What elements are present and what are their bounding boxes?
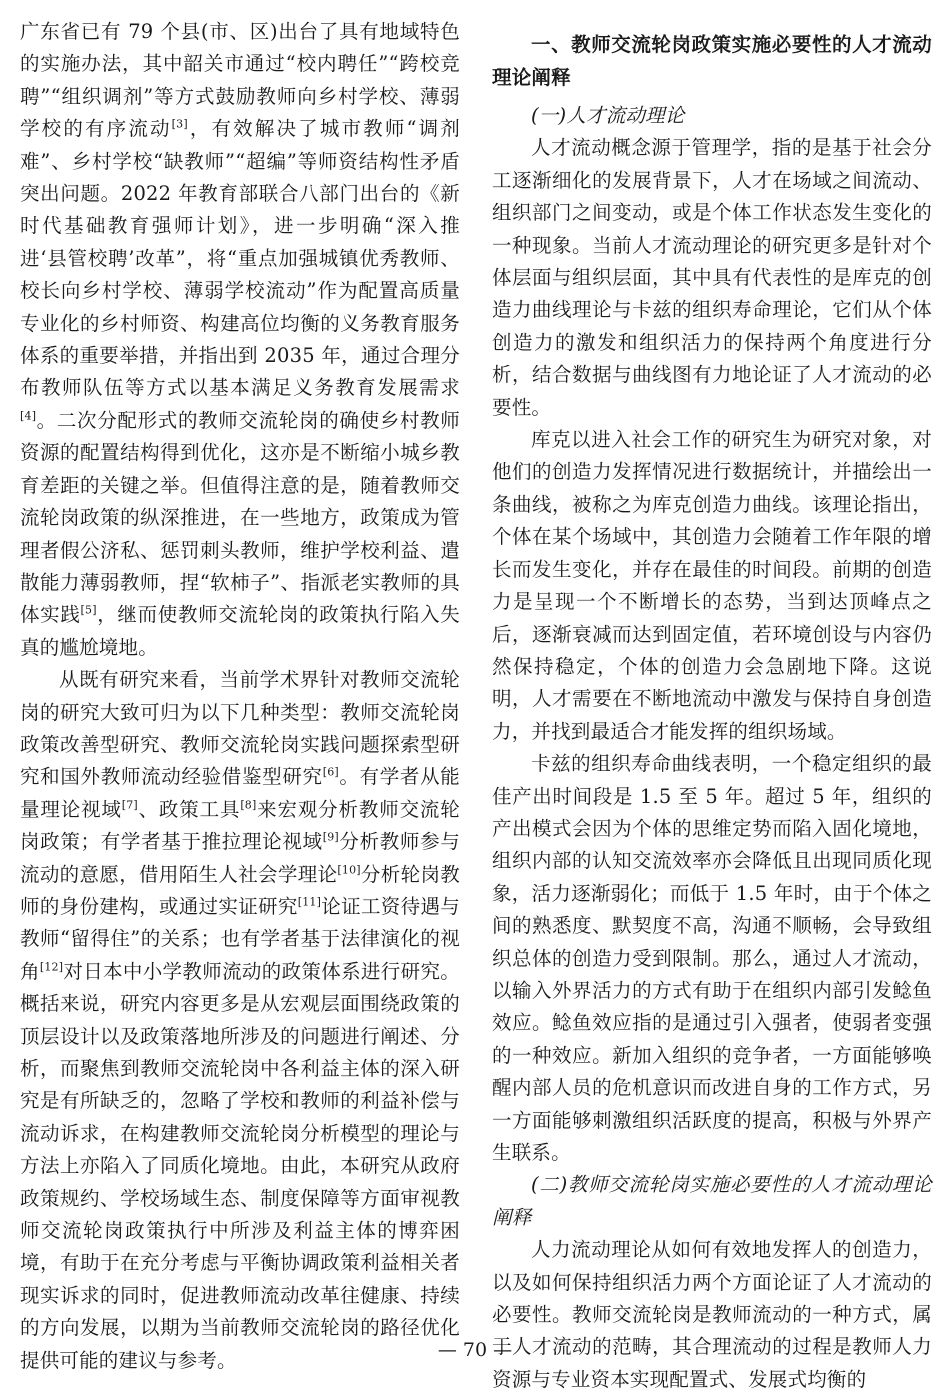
citation-ref: [4] <box>20 409 37 423</box>
citation-ref: [9] <box>322 830 339 844</box>
body-paragraph: 人才流动概念源于管理学，指的是基于社会分工逐渐细化的发展背景下，人才在场域之间流动、组织部门之间变动，或是个体工作状态发生变化的一种现象。当前人才流动理论的研究更多是针对个体层面与组织层面，其中具有代表性的是库克的创造力曲线理论与卡兹的组织寿命理论，它们从个体创造力的激发和组织活力的保持两个角度进行分析，结合数据与曲线图有力地论证了人才流动的必要性。 <box>492 136 932 419</box>
left-column <box>20 16 460 1377</box>
citation-ref: [7] <box>121 798 138 812</box>
body-paragraph: 人力流动理论从如何有效地发挥人的创造力，以及如何保持组织活力两个方面论证了人才流动的必要性。教师交流轮岗是教师流动的一种方式，属于人才流动的范畴，其合理流动的过程是教师人力资源与专业资本实现配置式、发展式均衡的 <box>492 1238 932 1391</box>
body-paragraph: 库克以进入社会工作的研究生为研究对象，对他们的创造力发挥情况进行数据统计，并描绘出一条曲线，被称之为库克创造力曲线。该理论指出，个体在某个场域中，其创造力会随着工作年限的增长而发生变化，并存在最佳的时间段。前期的创造力是呈现一个不断增长的态势，当到达顶峰点之后，逐渐衰减而达到固定值，若环境创设与内容仍然保持稳定，个体的创造力会急剧地下降。这说明，人才需要在不断地流动中激发与保持自身创造力，并找到最适合才能发挥的组织场域。 <box>492 428 932 743</box>
subsection-heading: (二)教师交流轮岗实施必要性的人才流动理论阐释 <box>492 1173 932 1229</box>
body-paragraph: 从既有研究来看，当前学术界针对教师交流轮岗的研究大致可归为以下几种类型：教师交流轮岗政策改善型研究、教师交流轮岗实践问题探索型研究和国外教师流动经验借鉴型研究[6]。有学者从能量理论视域[7]、政策工具[8]来宏观分析教师交流轮岗政策；有学者基于推拉理论视域[9]分析教师参与流动的意愿，借用陌生人社会学理论[10]分析轮岗教师的身份建构，或通过实证研究[11]论证工资待遇与教师“留得住”的关系；也有学者基于法律演化的视角[12]对日本中小学教师流动的政策体系进行研究。概括来说，研究内容更多是从宏观层面围绕政策的顶层设计以及政策落地所涉及的问题进行阐述、分析，而聚焦到教师交流轮岗中各利益主体的深入研究是有所缺乏的，忽略了学校和教师的利益补偿与流动诉求，在构建教师交流轮岗分析模型的理论与方法上亦陷入了同质化境地。由此，本研究从政府政策规约、学校场域生态、制度保障等方面审视教师交流轮岗政策执行中所涉及利益主体的博弈困境，有助于在充分考虑与平衡协调政策利益相关者现实诉求的同时，促进教师流动改革往健康、持续的方向发展，以期为当前教师交流轮岗的路径优化提供可能的建议与参考。 <box>20 668 460 1372</box>
subsection-heading: (一)人才流动理论 <box>531 104 685 127</box>
citation-ref: [11] <box>297 895 322 909</box>
citation-ref: [3] <box>171 117 188 131</box>
citation-ref: [5] <box>80 603 97 617</box>
page-number: — 70 — <box>437 1339 513 1361</box>
citation-ref: [10] <box>337 863 361 877</box>
body-paragraph: 广东省已有 79 个县(市、区)出台了具有地域特色的实施办法，其中韶关市通过“校内聘任”“跨校竞聘”“组织调剂”等方式鼓励教师向乡村学校、薄弱学校的有序流动[3]，有效解决了城市教师“调剂难”、乡村学校“缺教师”“超编”等师资结构性矛盾突出问题。2022 年教育部联合八部门出台的《新时代基础教育强师计划》，进一步明确“深入推进‘县管校聘’改革”，将“重点加强城镇优秀教师、校长向乡村学校、薄弱学校流动”作为配置高质量专业化的乡村师资、构建高位均衡的义务教育服务体系的重要举措，并指出到 2035 年，通过合理分布教师队伍等方式以基本满足义务教育发展需求[4]。二次分配形式的教师交流轮岗的确使乡村教师资源的配置结构得到优化，这亦是不断缩小城乡教育差距的关键之举。但值得注意的是，随着教师交流轮岗政策的纵深推进，在一些地方，政策成为管理者假公济私、惩罚刺头教师，维护学校利益、遣散能力薄弱教师，捏“软柿子”、指派老实教师的具体实践[5]，继而使教师交流轮岗的政策执行陷入失真的尴尬境地。 <box>20 20 460 659</box>
citation-ref: [6] <box>322 765 339 779</box>
citation-ref: [8] <box>240 798 257 812</box>
section-heading: 一、教师交流轮岗政策实施必要性的人才流动理论阐释 <box>492 33 932 89</box>
citation-ref: [12] <box>39 960 64 974</box>
right-column <box>492 16 932 1396</box>
body-paragraph: 卡兹的组织寿命曲线表明，一个稳定组织的最佳产出时间段是 1.5 至 5 年。超过 5 年，组织的产出模式会因为个体的思维定势而陷入固化境地，组织内部的认知交流效率亦会降低且出现同质化现象，活力逐渐弱化；而低于 1.5 年时，由于个体之间的熟悉度、默契度不高，沟通不顺畅，会导致组织总体的创造力受到限制。那么，通过人才流动，以输入外界活力的方式有助于在组织内部引发鲶鱼效应。鲶鱼效应指的是通过引入强者，使弱者变强的一种效应。新加入组织的竞争者，一方面能够唤醒内部人员的危机意识而改进自身的工作方式，另一方面能够刺激组织活跃度的提高，积极与外界产生联系。 <box>492 752 932 1164</box>
